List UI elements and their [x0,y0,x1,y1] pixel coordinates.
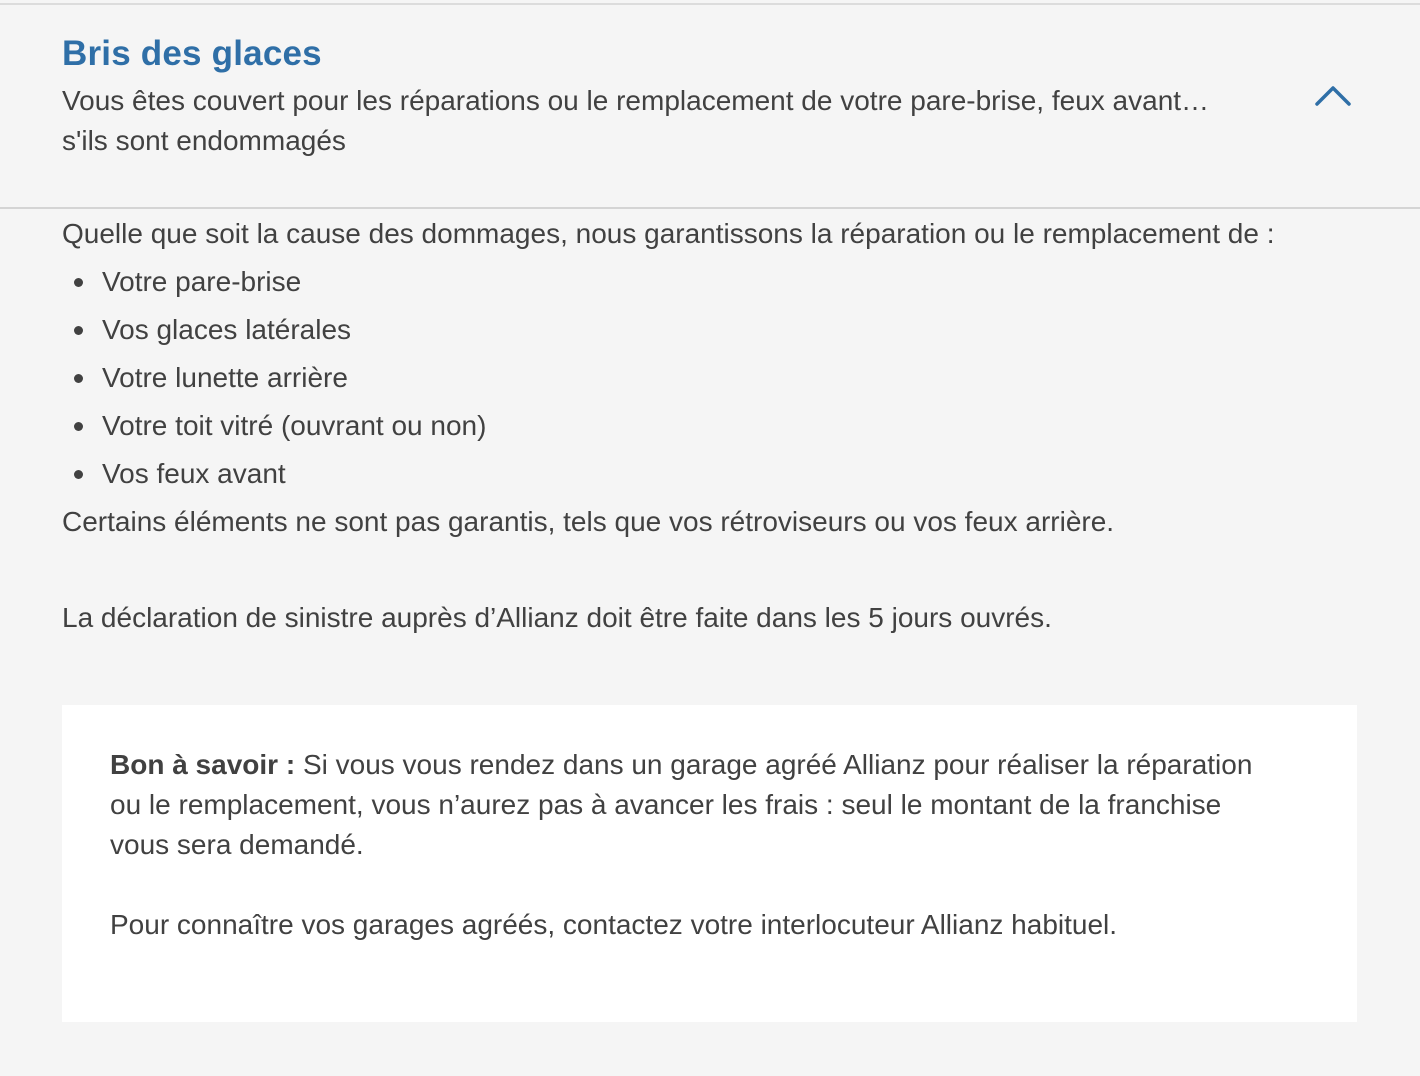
bullet-icon [74,422,83,431]
intro-text: Quelle que soit la cause des dommages, nous garantissons la réparation ou le remplacement de : [62,218,1275,249]
list-item [102,258,1362,306]
list-item [102,402,1362,450]
bullet-icon [74,278,83,287]
list-item [102,450,1362,498]
list-item-label: Votre lunette arrière [102,362,348,393]
list-item-label: Vos feux avant [102,458,286,489]
list-item [102,354,1362,402]
info-body: Si vous vous rendez dans un garage agréé Allianz pour réaliser la réparation ou le remplacement, vous n’aurez pas à avancer les frais : seul le montant de la franchise vous sera demandé. [110,749,1253,860]
accordion-panel [62,210,1362,642]
info-box [62,705,1357,1022]
accordion-subtitle: Vous êtes couvert pour les réparations ou le remplacement de votre pare-brise, feux avant… s'ils sont endommagés [62,85,1210,156]
divider [0,207,1420,209]
bullet-icon [74,374,83,383]
info-label: Bon à savoir : [110,749,296,780]
list-item-label: Vos glaces latérales [102,314,352,345]
bullet-icon [74,470,83,479]
accordion-header[interactable] [0,5,1420,207]
list-item [102,306,1362,354]
bullet-icon [74,326,83,335]
info-contact-text: Pour connaître vos garages agréés, contactez votre interlocuteur Allianz habituel. [110,909,1118,940]
spacer [62,546,1362,594]
declaration-text: La déclaration de sinistre auprès d’Allianz doit être faite dans les 5 jours ouvrés. [62,602,1052,633]
chevron-up-icon[interactable] [1312,75,1354,111]
list-item-label: Votre pare-brise [102,266,302,297]
coverage-list [62,258,1362,498]
exclusions-text: Certains éléments ne sont pas garantis, tels que vos rétroviseurs ou vos feux arrière. [62,506,1115,537]
accordion-title[interactable]: Bris des glaces [62,34,322,73]
info-text [110,745,1260,865]
list-item-label: Votre toit vitré (ouvrant ou non) [102,410,487,441]
